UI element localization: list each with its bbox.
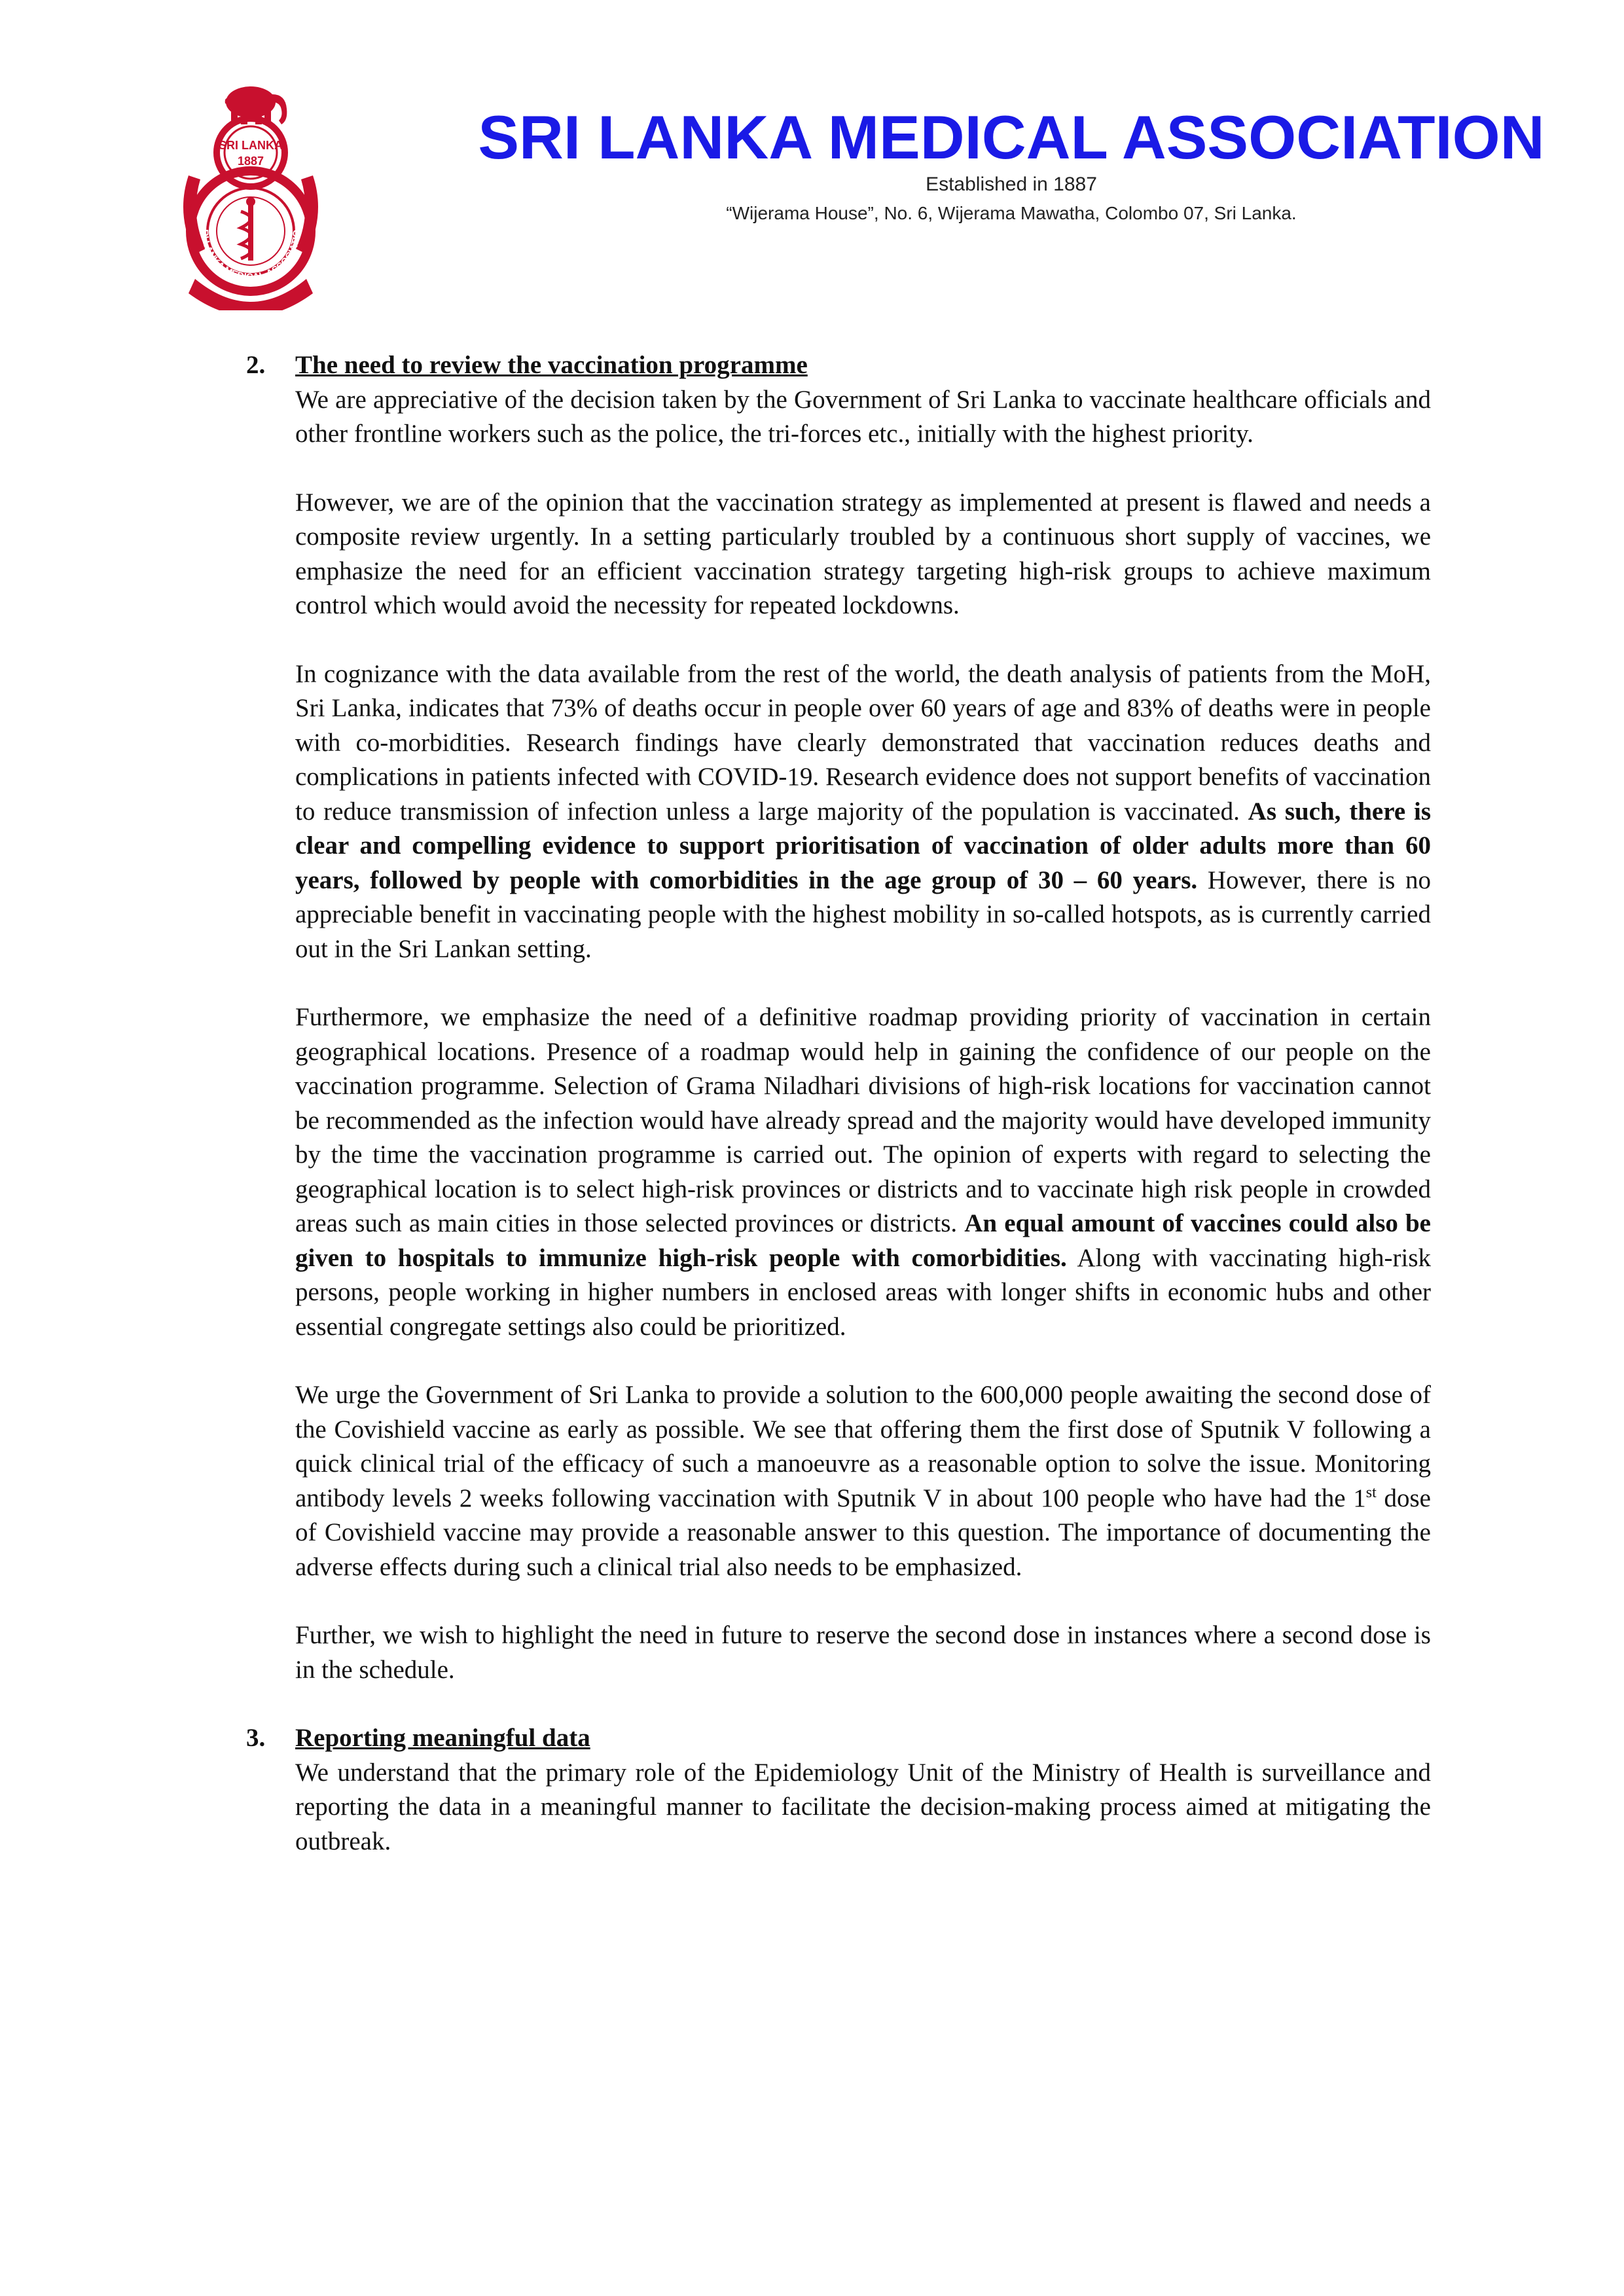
- svg-text:SRI LANKA: SRI LANKA: [219, 139, 283, 152]
- section-body: [295, 1721, 1431, 1859]
- section-body: [295, 348, 1431, 1687]
- paragraph-text: Furthermore, we emphasize the need of a definitive roadmap providing priority of vaccination in certain geographical locations. Presence of a roadmap would help in gaining the confidence of our people on the vaccination programme. Selection of Grama Niladhari divisions of high-risk locations for vaccination cannot be recommended as the infection would have already spread and the majority would have developed immunity by the time the vaccination programme is carried out. The opinion of experts with regard to selecting the geographical location is to select high-risk provinces or districts and to vaccinate high risk people in crowded areas such as main cities in those selected provinces or districts.: [295, 1003, 1431, 1237]
- svg-text:SRI LANKA MEDICAL ASSOCIATION: RI LANKA MEDICAL ASSOCIATIO: [198, 228, 303, 283]
- paragraph: [295, 657, 1431, 967]
- paragraph: However, we are of the opinion that the vaccination strategy as implemented at present is flawed and needs a composite review urgently. In a setting particularly troubled by a continuous short supply of vaccines, we emphasize the need for an efficient vaccination strategy targeting high-risk groups to achieve maximum control which would avoid the necessity for repeated lockdowns.: [295, 488, 1431, 619]
- section-heading: Reporting meaningful data: [295, 1724, 590, 1752]
- paragraph-text: In cognizance with the data available from the rest of the world, the death analysis of patients from the MoH, Sri Lanka, indicates that 73% of deaths occur in people over 60 years of age and 83% of deaths were in people with co-morbidities. Research findings have clearly demonstrated that vaccination reduces deaths and complications in patients infected with COVID-19. Research evidence does not support benefits of vaccination to reduce transmission of infection unless a large majority of the population is vaccinated.: [295, 659, 1431, 826]
- section-number: 3.: [246, 1724, 266, 1752]
- section-reporting-data: [246, 1721, 1431, 1859]
- paragraph-text: dose of Covishield vaccine may provide a reasonable answer to this question. The importance of documenting the adverse effects during such a clinical trial also needs to be emphasized.: [295, 1484, 1431, 1581]
- paragraph: Further, we wish to highlight the need in future to reserve the second dose in instances where a second dose is in the schedule.: [295, 1621, 1431, 1684]
- svg-text:1887: 1887: [237, 155, 264, 168]
- paragraph: [295, 1000, 1431, 1344]
- section-number: 2.: [246, 351, 266, 379]
- organization-name: SRI LANKA MEDICAL ASSOCIATION: [478, 103, 1545, 172]
- sri-lanka-medical-association-logo: [169, 71, 339, 310]
- paragraph-text: We urge the Government of Sri Lanka to provide a solution to the 600,000 people awaiting the second dose of the Covishield vaccine as early as possible. We see that offering them the first dose of Sputnik V following a quick clinical trial of the efficacy of such a manoeuvre as a reasonable option to solve the issue. Monitoring antibody levels 2 weeks following vaccination with Sputnik V in about 100 people who have had the 1: [295, 1381, 1431, 1512]
- logo-emblem-icon: [169, 71, 339, 310]
- section-heading: The need to review the vaccination programme: [295, 351, 808, 379]
- letter-body: [246, 348, 1431, 1893]
- paragraph-text: Along with vaccinating high-risk persons, people working in higher numbers in enclosed areas with longer shifts in economic hubs and other essential congregate settings also could be prioritized.: [295, 1243, 1431, 1341]
- superscript: st: [1365, 1484, 1377, 1501]
- paragraph: We understand that the primary role of the Epidemiology Unit of the Ministry of Health is surveillance and reporting the data in a meaningful manner to facilitate the decision-making process aimed at mitigating the outbreak.: [295, 1758, 1431, 1855]
- address-line: “Wijerama House”, No. 6, Wijerama Mawatha, Colombo 07, Sri Lanka.: [726, 203, 1297, 223]
- section-vaccination-review: [246, 348, 1431, 1687]
- paragraph: We are appreciative of the decision taken by the Government of Sri Lanka to vaccinate healthcare officials and other frontline workers such as the police, the tri-forces etc., initially with the highest priority.: [295, 385, 1431, 448]
- paragraph-text: However, there is no appreciable benefit in vaccinating people with the highest mobility in so-called hotspots, as is currently carried out in the Sri Lankan setting.: [295, 866, 1431, 963]
- paragraph: [295, 1378, 1431, 1584]
- paragraph-bold-text: An equal amount of vaccines could also be given to hospitals to immunize high-risk people with comorbidities.: [295, 1209, 1431, 1272]
- established-line: Established in 1887: [926, 173, 1097, 195]
- paragraph-bold-text: As such, there is clear and compelling evidence to support prioritisation of vaccination of older adults more than 60 years, followed by people with comorbidities in the age group of 30 – 60 years.: [295, 797, 1431, 894]
